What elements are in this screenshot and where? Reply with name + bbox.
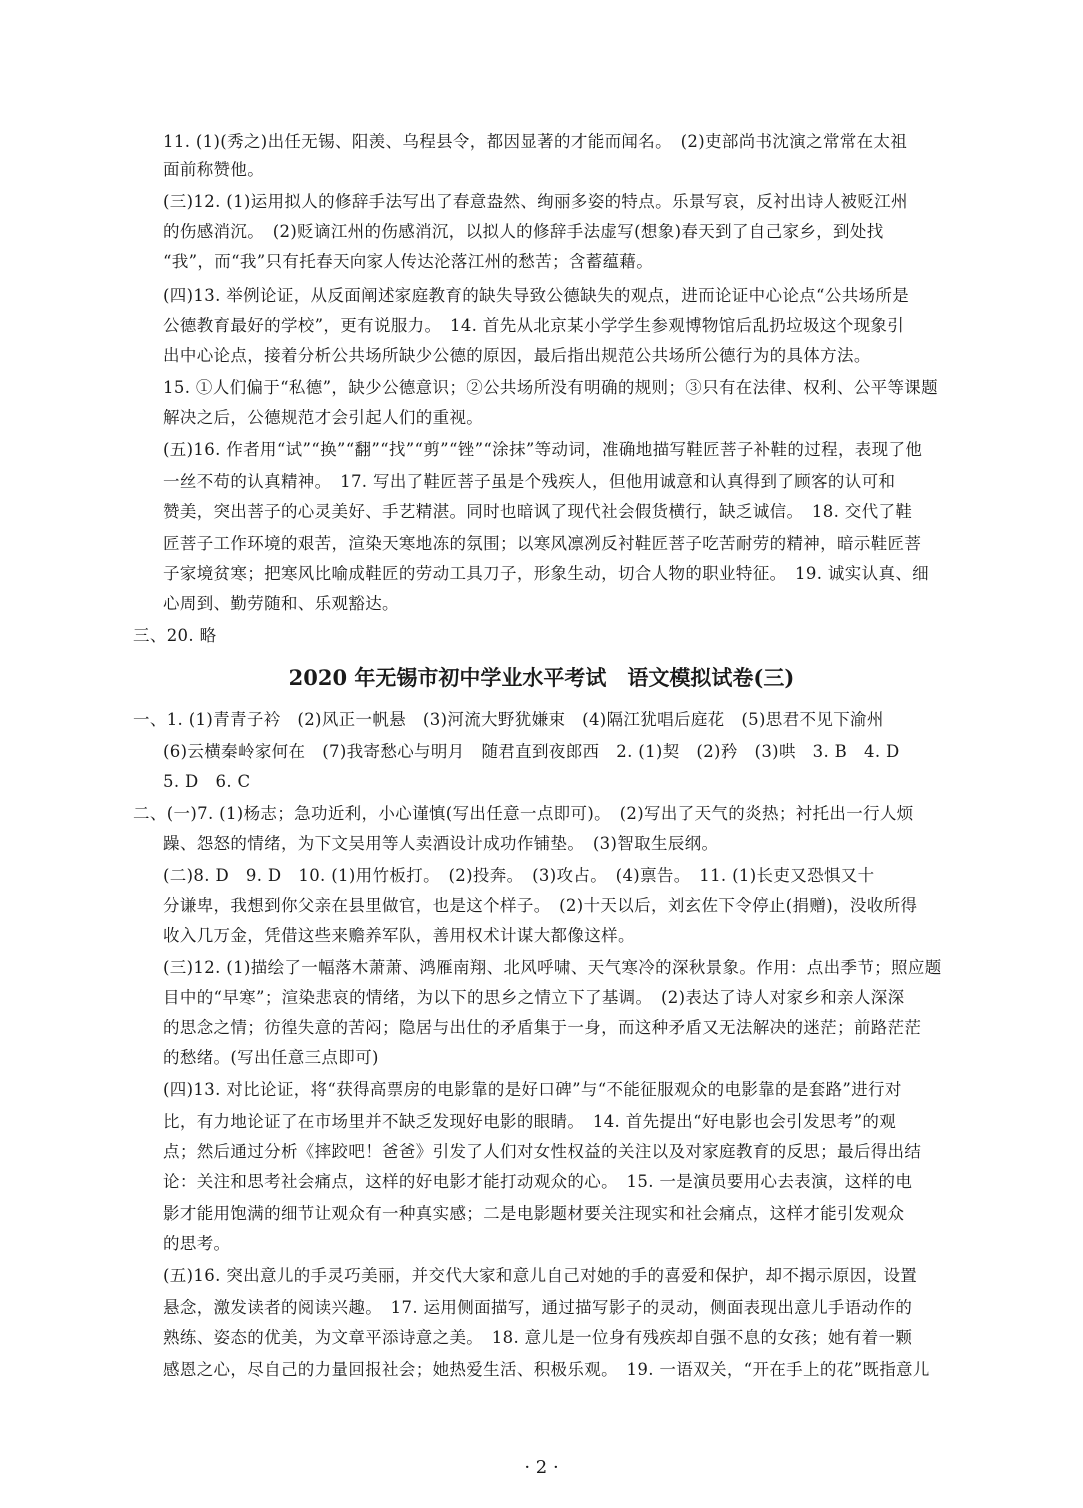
text-line: (五)16. 作者用“试”“换”“翻”“找”“剪”“锉”“涂抹”等动词，准确地描写鞋匠菩子补鞋的过程，表现了他 bbox=[163, 440, 923, 459]
text-line: 感恩之心，尽自己的力量回报社会；她热爱生活、积极乐观。 19. 一语双关，“开在手上的花”既指意儿 bbox=[163, 1360, 930, 1379]
text-line: 比，有力地论证了在市场里并不缺乏发现好电影的眼睛。 14. 首先提出“好电影也会引发思考”的观 bbox=[163, 1112, 897, 1131]
exam-heading: 2020 年无锡市初中学业水平考试 语文模拟试卷(三) bbox=[288, 665, 795, 690]
text-line: 的伤感消沉。 (2)贬谪江州的伤感消沉，以拟人的修辞手法虚写(想象)春天到了自己家乡，到处找 bbox=[163, 222, 884, 241]
text-line: (五)16. 突出意儿的手灵巧美丽，并交代大家和意儿自己对她的手的喜爱和保护，却不揭示原因，设置 bbox=[163, 1266, 918, 1285]
text-line: (三)12. (1)描绘了一幅落木萧萧、鸿雁南翔、北风呼啸、天气寒冷的深秋景象。作用：点出季节；照应题 bbox=[163, 958, 942, 977]
text-line: 匠菩子工作环境的艰苦，渲染天寒地冻的氛围；以寒风凛冽反衬鞋匠菩子吃苦耐劳的精神，暗示鞋匠菩 bbox=[163, 534, 922, 553]
text-line: 分谦卑，我想到你父亲在县里做官，也是这个样子。 (2)十天以后，刘玄佐下令停止(捐赠)，没收所得 bbox=[163, 896, 918, 915]
text-line: 出中心论点，接着分析公共场所缺少公德的原因，最后指出规范公共场所公德行为的具体方法。 bbox=[163, 346, 871, 365]
text-line: 5. D 6. C bbox=[163, 772, 251, 791]
text-line: 点；然后通过分析《摔跤吧！爸爸》引发了人们对女性权益的关注以及对家庭教育的反思；最后得出结 bbox=[163, 1142, 922, 1161]
text-line: 11. (1)(秀之)出任无锡、阳羡、乌程县令，都因显著的才能而闻名。 (2)吏部尚书沈演之常常在太祖 bbox=[163, 132, 908, 151]
text-line: 收入几万金，凭借这些来赡养军队，善用权术计谋大都像这样。 bbox=[163, 926, 635, 945]
text-line: 的愁绪。(写出任意三点即可) bbox=[163, 1048, 379, 1067]
text-line: 子家境贫寒；把寒风比喻成鞋匠的劳动工具刀子，形象生动，切合人物的职业特征。 19. 诚实认真、细 bbox=[163, 564, 930, 583]
text-line: 二、(一)7. (1)杨志；急功近利，小心谨慎(写出任意一点即可)。 (2)写出了天气的炎热；衬托出一行人烦 bbox=[133, 804, 914, 823]
text-line: (三)12. (1)运用拟人的修辞手法写出了春意盎然、绚丽多姿的特点。乐景写哀，反衬出诗人被贬江州 bbox=[163, 192, 908, 211]
text-line: 躁、怨怒的情绪，为下文吴用等人卖酒设计成功作铺垫。 (3)智取生辰纲。 bbox=[163, 834, 719, 853]
page-number: · 2 · bbox=[524, 1457, 559, 1478]
text-line: 面前称赞他。 bbox=[163, 160, 265, 179]
text-line: 论：关注和思考社会痛点，这样的好电影才能打动观众的心。 15. 一是演员要用心去表演，这样的电 bbox=[163, 1172, 913, 1191]
text-line: (二)8. D 9. D 10. (1)用竹板打。 (2)投奔。 (3)攻占。 (4)禀告。 11. (1)长吏又恐惧又十 bbox=[163, 866, 875, 885]
text-line: 15. ①人们偏于“私德”，缺少公德意识；②公共场所没有明确的规则；③只有在法律、权利、公平等课题 bbox=[163, 378, 939, 397]
text-line: 一丝不苟的认真精神。 17. 写出了鞋匠菩子虽是个残疾人，但他用诚意和认真得到了顾客的认可和 bbox=[163, 472, 896, 491]
text-line: 赞美，突出菩子的心灵美好、手艺精湛。同时也暗讽了现代社会假货横行，缺乏诚信。 18. 交代了鞋 bbox=[163, 502, 913, 521]
text-line: “我”，而“我”只有托春天向家人传达沦落江州的愁苦；含蓄蕴藉。 bbox=[163, 252, 654, 271]
text-line: 影才能用饱满的细节让观众有一种真实感；二是电影题材要关注现实和社会痛点，这样才能引发观众 bbox=[163, 1204, 905, 1223]
text-line: 的思念之情；彷徨失意的苦闷；隐居与出仕的矛盾集于一身，而这种矛盾又无法解决的迷茫；前路茫茫 bbox=[163, 1018, 922, 1037]
text-line: 公德教育最好的学校”，更有说服力。 14. 首先从北京某小学学生参观博物馆后乱扔垃圾这个现象引 bbox=[163, 316, 905, 335]
text-line: 悬念，激发读者的阅读兴趣。 17. 运用侧面描写，通过描写影子的灵动，侧面表现出意儿手语动作的 bbox=[163, 1298, 913, 1317]
text-line: 心周到、勤劳随和、乐观豁达。 bbox=[163, 594, 399, 613]
text-line: 一、1. (1)青青子衿 (2)风正一帆悬 (3)河流大野犹嫌束 (4)隔江犹唱后庭花 (5)思君不见下渝州 bbox=[133, 710, 884, 729]
text-line: 解决之后，公德规范才会引起人们的重视。 bbox=[163, 408, 484, 427]
text-line: (6)云横秦岭家何在 (7)我寄愁心与明月 随君直到夜郎西 2. (1)契 (2)矜 (3)哄 3. B 4. D bbox=[163, 742, 900, 761]
text-line: 的思考。 bbox=[163, 1234, 231, 1253]
text-line: 三、20. 略 bbox=[133, 626, 217, 645]
text-line: (四)13. 举例论证，从反面阐述家庭教育的缺失导致公德缺失的观点，进而论证中心论点“公共场所是 bbox=[163, 286, 910, 305]
text-line: (四)13. 对比论证，将“获得高票房的电影靠的是好口碑”与“不能征服观众的电影靠的是套路”进行对 bbox=[163, 1080, 902, 1099]
text-line: 目中的“早寒”；渲染悲哀的情绪，为以下的思乡之情立下了基调。 (2)表达了诗人对家乡和亲人深深 bbox=[163, 988, 905, 1007]
text-line: 熟练、姿态的优美，为文章平添诗意之美。 18. 意儿是一位身有残疾却自强不息的女孩；她有着一颗 bbox=[163, 1328, 913, 1347]
